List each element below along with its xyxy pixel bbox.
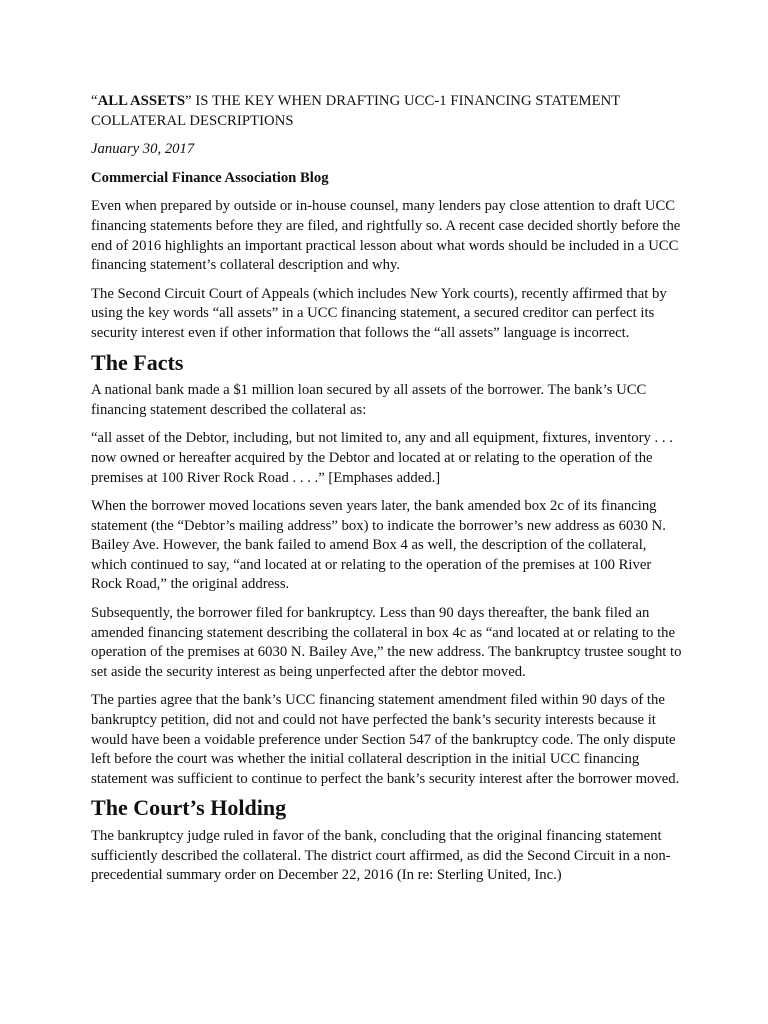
article-source: Commercial Finance Association Blog	[91, 169, 329, 186]
title-open-quote: “	[91, 93, 98, 109]
article-date: January 30, 2017	[91, 141, 195, 158]
article-body	[91, 92, 683, 895]
facts-quote-paragraph: “all asset of the Debtor, including, but not limited to, any and all equipment, fixtures, inventory . . . now owned or hereafter acquired by the Debtor and located at or relating to the operation of the premises at 100 River Rock Road . . . .” [Emphases added.]	[91, 430, 673, 486]
intro-paragraph-1: Even when prepared by outside or in-house counsel, many lenders pay close attention to draft UCC financing statements before they are filed, and rightfully so. A recent case decided shortly before the end of 2016 highlights an important practical lesson about what words should be included in a UCC financing statement’s collateral description and why.	[91, 198, 681, 274]
holding-heading: The Court’s Holding	[91, 795, 287, 821]
facts-paragraph-1: A national bank made a $1 million loan secured by all assets of the borrower. The bank’s UCC financing statement described the collateral as:	[91, 382, 647, 418]
title-rest: ” IS THE KEY WHEN DRAFTING UCC-1 FINANCING STATEMENT COLLATERAL DESCRIPTIONS	[91, 93, 621, 129]
intro-paragraph-2: The Second Circuit Court of Appeals (which includes New York courts), recently affirmed that by using the key words “all assets” in a UCC financing statement, a secured creditor can perfect its security interest even if other information that follows the “all assets” language is incorrect.	[91, 285, 667, 341]
facts-paragraph-4: Subsequently, the borrower filed for bankruptcy. Less than 90 days thereafter, the bank filed an amended financing statement describing the collateral in box 4c as “and located at or relating to the operation of the premises at 6030 N. Bailey Ave,” the new address. The bankruptcy trustee sought to set aside the security interest as being unperfected after the debtor moved.	[91, 605, 682, 680]
article-title	[91, 92, 683, 131]
facts-heading: The Facts	[91, 349, 184, 375]
title-emphasis: ALL ASSETS	[97, 93, 186, 109]
facts-paragraph-3: When the borrower moved locations seven years later, the bank amended box 2c of its financing statement (the “Debtor’s mailing address” box) to indicate the borrower’s new address as 6030 N. Bailey Ave. However, the bank failed to amend Box 4 as well, the description of the collateral, which continued to say, “and located at or relating to the operation of the premises at 100 River Rock Road,” the original address.	[91, 498, 666, 593]
holding-paragraph-1: The bankruptcy judge ruled in favor of the bank, concluding that the original financing statement sufficiently described the collateral. The district court affirmed, as did the Second Circuit in a non-precedential summary order on December 22, 2016 (In re: Sterling United, Inc.)	[91, 828, 671, 884]
facts-paragraph-5: The parties agree that the bank’s UCC financing statement amendment filed within 90 days of the bankruptcy petition, did not and could not have perfected the bank’s security interests because it would have been a voidable preference under Section 547 of the bankruptcy code. The only dispute left before the court was whether the initial collateral description in the initial UCC financing statement was sufficient to continue to perfect the bank’s security interest after the borrower moved.	[91, 692, 680, 787]
